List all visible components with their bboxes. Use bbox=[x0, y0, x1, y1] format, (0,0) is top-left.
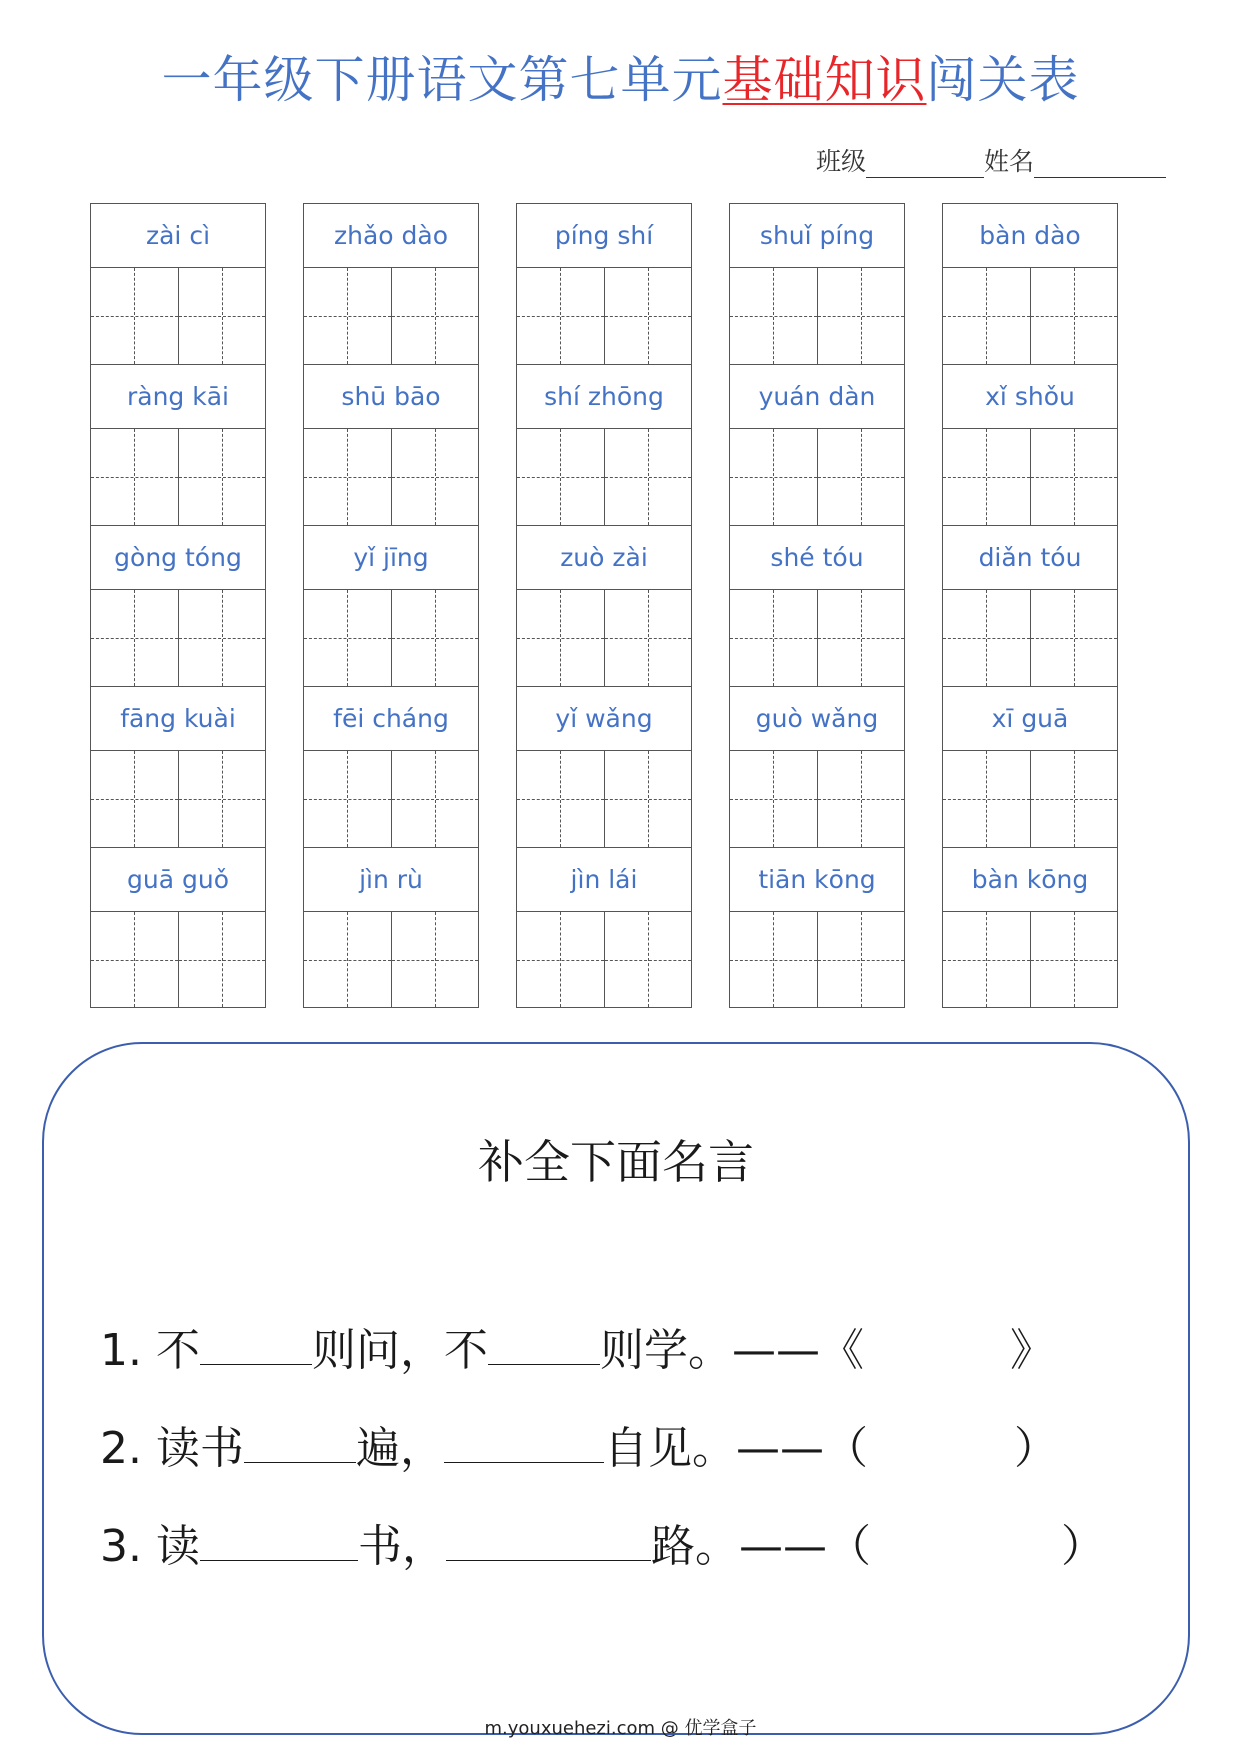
footer-watermark: m.youxuehezi.com @ 优学盒子 bbox=[484, 1718, 757, 1739]
question-text: 路。——（ bbox=[650, 1521, 871, 1572]
pinyin-cell: fāng kuài bbox=[91, 687, 265, 751]
writing-boxes[interactable] bbox=[730, 912, 904, 1007]
name-field[interactable] bbox=[1034, 151, 1166, 178]
writing-boxes[interactable] bbox=[730, 590, 904, 687]
writing-boxes[interactable] bbox=[91, 590, 265, 687]
question-text: 》 bbox=[1009, 1325, 1054, 1376]
question-text: 则问，不 bbox=[311, 1325, 488, 1376]
writing-boxes[interactable] bbox=[91, 268, 265, 365]
pinyin-cell: yǐ wǎng bbox=[517, 687, 691, 751]
question-text: 不 bbox=[155, 1325, 200, 1376]
name-label: 姓名 bbox=[984, 147, 1035, 176]
grid-column-3 bbox=[516, 203, 692, 1008]
writing-boxes[interactable] bbox=[943, 912, 1117, 1007]
student-info bbox=[816, 142, 1166, 178]
writing-boxes[interactable] bbox=[304, 268, 478, 365]
answer-blank[interactable] bbox=[200, 1363, 312, 1365]
pinyin-cell: píng shí bbox=[517, 204, 691, 268]
writing-boxes[interactable] bbox=[91, 429, 265, 526]
pinyin-writing-grid bbox=[90, 203, 1118, 1008]
writing-boxes[interactable] bbox=[304, 429, 478, 526]
quote-question-3 bbox=[100, 1510, 1105, 1574]
pinyin-cell: zhǎo dào bbox=[304, 204, 478, 268]
pinyin-cell: fēi cháng bbox=[304, 687, 478, 751]
page-title bbox=[0, 40, 1241, 112]
pinyin-cell: yǐ jīng bbox=[304, 526, 478, 590]
pinyin-cell: guā guǒ bbox=[91, 848, 265, 912]
writing-boxes[interactable] bbox=[517, 268, 691, 365]
pinyin-cell: tiān kōng bbox=[730, 848, 904, 912]
pinyin-cell: xǐ shǒu bbox=[943, 365, 1117, 429]
grid-column-2 bbox=[303, 203, 479, 1008]
question-text: 自见。——（ bbox=[603, 1423, 868, 1474]
question-text: 则学。——《 bbox=[599, 1325, 864, 1376]
pinyin-cell: gòng tóng bbox=[91, 526, 265, 590]
answer-blank[interactable] bbox=[200, 1559, 358, 1561]
grid-column-1 bbox=[90, 203, 266, 1008]
writing-boxes[interactable] bbox=[91, 751, 265, 848]
writing-boxes[interactable] bbox=[943, 590, 1117, 687]
writing-boxes[interactable] bbox=[91, 912, 265, 1007]
answer-blank[interactable] bbox=[488, 1363, 600, 1365]
writing-boxes[interactable] bbox=[517, 912, 691, 1007]
class-label: 班级 bbox=[816, 147, 867, 176]
writing-boxes[interactable] bbox=[304, 912, 478, 1007]
quote-question-2 bbox=[100, 1412, 1058, 1476]
pinyin-cell: xī guā bbox=[943, 687, 1117, 751]
pinyin-cell: zuò zài bbox=[517, 526, 691, 590]
question-text: 书， bbox=[357, 1521, 446, 1572]
question-number: 1. bbox=[100, 1325, 142, 1376]
title-part2: 闯关表 bbox=[926, 51, 1080, 109]
writing-boxes[interactable] bbox=[943, 268, 1117, 365]
answer-blank[interactable] bbox=[446, 1559, 651, 1561]
pinyin-cell: shuǐ píng bbox=[730, 204, 904, 268]
question-number: 2. bbox=[100, 1423, 142, 1474]
pinyin-cell: ràng kāi bbox=[91, 365, 265, 429]
title-part1: 一年级下册语文第七单元 bbox=[161, 51, 723, 109]
pinyin-cell: jìn rù bbox=[304, 848, 478, 912]
answer-blank[interactable] bbox=[244, 1461, 356, 1463]
pinyin-cell: yuán dàn bbox=[730, 365, 904, 429]
pinyin-cell: diǎn tóu bbox=[943, 526, 1117, 590]
pinyin-cell: shí zhōng bbox=[517, 365, 691, 429]
panel-title: 补全下面名言 bbox=[478, 1135, 754, 1189]
writing-boxes[interactable] bbox=[517, 590, 691, 687]
question-text: 遍， bbox=[355, 1423, 444, 1474]
pinyin-cell: shé tóu bbox=[730, 526, 904, 590]
question-text: 读 bbox=[155, 1521, 200, 1572]
question-text: ） bbox=[1013, 1423, 1058, 1474]
writing-boxes[interactable] bbox=[943, 751, 1117, 848]
writing-boxes[interactable] bbox=[730, 429, 904, 526]
answer-blank[interactable] bbox=[444, 1461, 604, 1463]
pinyin-cell: shū bāo bbox=[304, 365, 478, 429]
pinyin-cell: jìn lái bbox=[517, 848, 691, 912]
writing-boxes[interactable] bbox=[730, 751, 904, 848]
writing-boxes[interactable] bbox=[517, 429, 691, 526]
title-highlight: 基础知识 bbox=[722, 51, 927, 109]
writing-boxes[interactable] bbox=[730, 268, 904, 365]
pinyin-cell: bàn dào bbox=[943, 204, 1117, 268]
writing-boxes[interactable] bbox=[304, 590, 478, 687]
class-field[interactable] bbox=[866, 151, 984, 178]
grid-column-5 bbox=[942, 203, 1118, 1008]
pinyin-cell: bàn kōng bbox=[943, 848, 1117, 912]
question-text: ） bbox=[1060, 1521, 1105, 1572]
writing-boxes[interactable] bbox=[943, 429, 1117, 526]
grid-column-4 bbox=[729, 203, 905, 1008]
question-text: 读书 bbox=[155, 1423, 244, 1474]
writing-boxes[interactable] bbox=[517, 751, 691, 848]
pinyin-cell: guò wǎng bbox=[730, 687, 904, 751]
pinyin-cell: zài cì bbox=[91, 204, 265, 268]
writing-boxes[interactable] bbox=[304, 751, 478, 848]
quote-panel bbox=[42, 1042, 1190, 1735]
question-number: 3. bbox=[100, 1521, 142, 1572]
quote-question-1 bbox=[100, 1314, 1054, 1378]
